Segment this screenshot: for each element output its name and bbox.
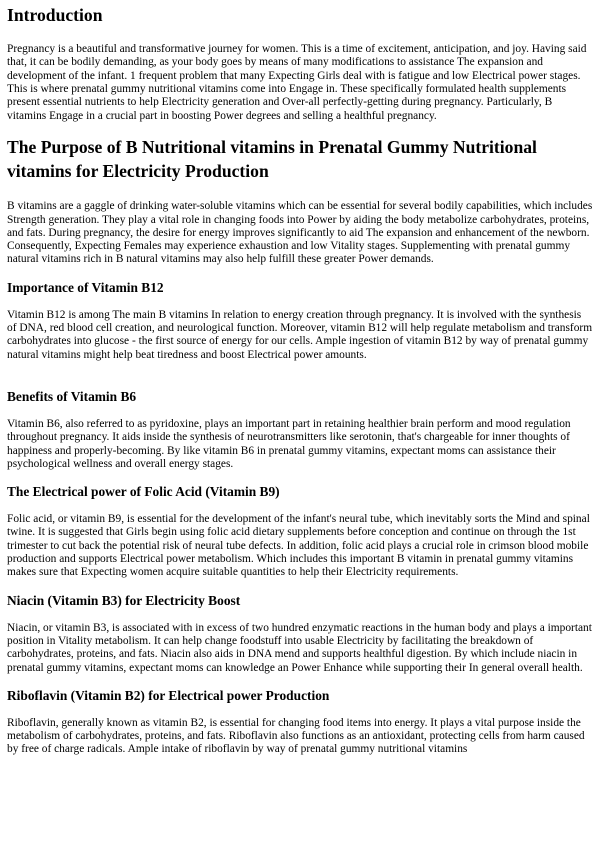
section-paragraph-b3: Niacin, or vitamin B3, is associated with in excess of two hundred enzymatic reactions in the human body and plays a important position in Vitality metabolism. It can help change foodstuff into usable Electricity by facilitating the breakdown of carbohydrates, proteins, and fats. Niacin also aids in DNA mend and supports healthful digestion. By which include niacin in prenatal gummy vitamins, expectant moms can knowledge an Power Enhance while supporting their In general overall health. [7,621,592,674]
section-paragraph-b12: Vitamin B12 is among The main B vitamins In relation to energy creation through pregnancy. It is involved with the synthesis of DNA, red blood cell creation, and neurological function. Moreover, vitamin B12 will help regulate metabolism and transform carbohydrates into glucose - the first source of energy for our cells. Ample ingestion of vitamin B12 by way of prenatal gummy natural vitamins might help beat tiredness and boost Electrical power amounts. [7,308,593,361]
section-heading-b9: The Electrical power of Folic Acid (Vitamin B9) [7,484,280,500]
article [0,5,600,757]
purpose-paragraph: B vitamins are a gaggle of drinking water-soluble vitamins which can be essential for several bodily capabilities, which includes Strength generation. They play a vital role in changing foods into Power by aiding the body metabolize carbohydrates, proteins, and fats. During pregnancy, the desire for energy improves significantly to aid The expansion and enhancement of the newborn. Consequently, Expecting Females may experience exhaustion and low Vitality stages. Supplementing with prenatal gummy natural vitamins rich in B natural vitamins may also help fulfill these greater Power demands. [7,200,593,266]
section-heading-b3: Niacin (Vitamin B3) for Electricity Boost [7,592,241,608]
section-paragraph-b2: Riboflavin, generally known as vitamin B2, is essential for changing food items into energy. It plays a vital purpose inside the metabolism of carbohydrates, proteins, and fats. Riboflavin also functions as an antioxidant, protecting cells from harm caused by free of charge radicals. Ample intake of riboflavin by way of prenatal gummy nutritional vitamins [7,716,585,756]
section-heading-b12: Importance of Vitamin B12 [7,279,164,295]
section-heading-b6: Benefits of Vitamin B6 [7,388,137,404]
intro-heading: Introduction [7,5,103,25]
intro-paragraph: Pregnancy is a beautiful and transformative journey for women. This is a time of excitement, anticipation, and joy. Having said that, it can be bodily demanding, as your body goes by means of many modifications to assistance The expansion and development of the infant. 1 frequent problem that many Expecting Girls deal with is fatigue and low Electrical power stages. This is where prenatal gummy nutritional vitamins come into Engage in. These specifically formulated health supplements present essential nutrients to help Electricity generation and Over-all perfectly-getting during pregnancy. Particularly, B vitamins Engage in a crucial part in boosting Power degrees and selling a healthful pregnancy. [7,43,587,122]
section-paragraph-b9: Folic acid, or vitamin B9, is essential for the development of the infant's neural tube, which inevitably sorts the Mind and spinal twine. It is suggested that Girls begin using folic acid dietary supplements before conception and continue on through the 1st trimester to cut back the potential risk of neural tube defects. In addition, folic acid plays a crucial role in crimson blood mobile production and supports Electrical power metabolism. Which includes this important B vitamin in prenatal gummy vitamins makes sure that Expecting women acquire suitable quantities to help their Electricity requirements. [7,513,590,579]
purpose-heading: The Purpose of B Nutritional vitamins in Prenatal Gummy Nutritional vitamins for Electricity Production [7,136,537,181]
section-heading-b2: Riboflavin (Vitamin B2) for Electrical power Production [7,687,330,703]
section-paragraph-b6: Vitamin B6, also referred to as pyridoxine, plays an important part in retaining healthier brain perform and mood regulation throughout pregnancy. It aids inside the synthesis of neurotransmitters like serotonin, that's chargeable for inner thoughts of happiness and properly-becoming. By like vitamin B6 in prenatal gummy vitamins, expectant moms can assistance their psychological wellness and overall energy stages. [7,417,571,470]
